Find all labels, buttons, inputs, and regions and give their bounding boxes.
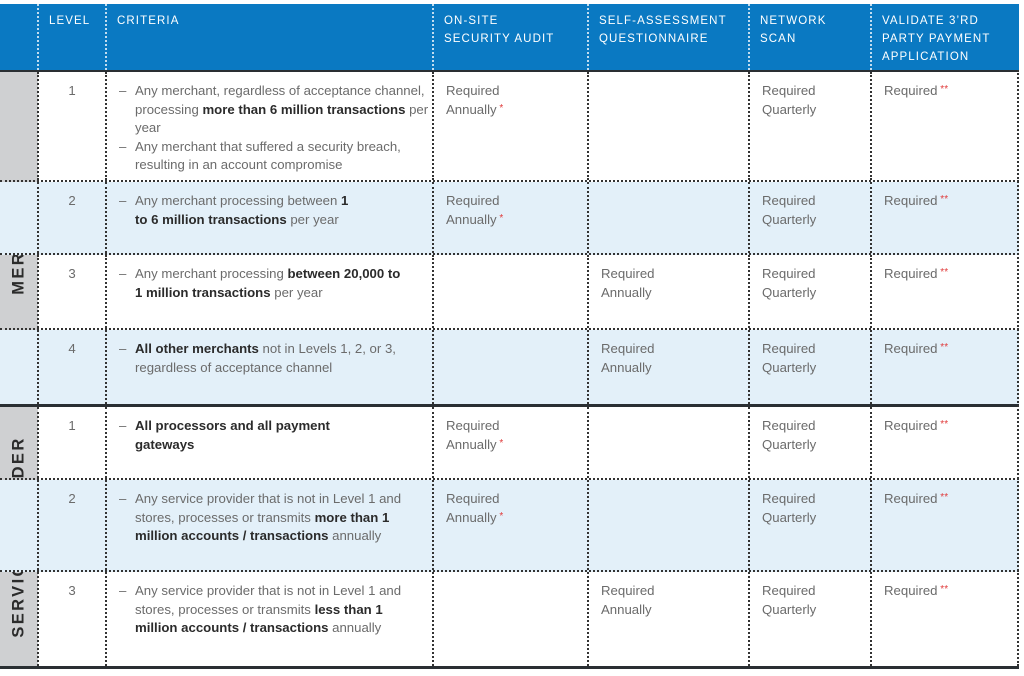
requirement-text: Annually * xyxy=(446,211,504,227)
right-border xyxy=(1017,70,1019,666)
onsite-audit-cell xyxy=(432,330,587,404)
level-cell: 1 xyxy=(37,72,105,180)
header-network-scan xyxy=(748,4,870,70)
table-row-merchant-2 xyxy=(0,182,1019,255)
asterisk-footnote-marker: ** xyxy=(937,419,949,430)
requirement-text: Required ** xyxy=(884,418,949,433)
criteria-cell xyxy=(105,72,432,180)
validate-app-cell xyxy=(870,72,1019,180)
header-scan-line1: NETWORK xyxy=(760,15,827,27)
onsite-audit-cell xyxy=(432,572,587,666)
network-scan-cell xyxy=(748,182,870,253)
criteria-cell xyxy=(105,407,432,478)
validate-app-cell xyxy=(870,572,1019,666)
header-saq xyxy=(587,4,748,70)
asterisk-footnote-marker: ** xyxy=(937,342,949,353)
requirement-text: Required xyxy=(762,266,816,281)
requirement-text: Annually * xyxy=(446,101,504,117)
onsite-audit-cell xyxy=(432,480,587,570)
network-scan-cell xyxy=(748,572,870,666)
asterisk-footnote-marker: * xyxy=(496,510,504,522)
requirement-text: Quarterly xyxy=(762,101,817,117)
table-row-service-provider-3 xyxy=(0,572,1019,669)
header-saq-line2: QUESTIONNAIRE xyxy=(599,33,709,45)
header-level-label: LEVEL xyxy=(49,15,91,27)
header-saq-line1: SELF-ASSESSMENT xyxy=(599,15,727,27)
asterisk-footnote-marker: ** xyxy=(937,194,949,205)
requirement-text: Quarterly xyxy=(762,211,817,227)
requirement-text: Required xyxy=(601,266,655,281)
header-validate-line2: PARTY PAYMENT xyxy=(882,33,991,45)
asterisk-footnote-marker: ** xyxy=(937,84,949,95)
requirement-text: Required ** xyxy=(884,83,949,98)
requirement-text: Required ** xyxy=(884,193,949,208)
asterisk-footnote-marker: ** xyxy=(937,584,949,595)
requirement-text: Required xyxy=(446,491,500,506)
requirement-text: Required ** xyxy=(884,341,949,356)
network-scan-cell xyxy=(748,330,870,404)
criteria-cell xyxy=(105,572,432,666)
requirement-text: Required xyxy=(762,341,816,356)
level-cell: 2 xyxy=(37,480,105,570)
onsite-audit-cell xyxy=(432,407,587,478)
header-validate-payment-app xyxy=(870,4,1019,70)
requirement-text: Required xyxy=(446,193,500,208)
saq-cell xyxy=(587,572,748,666)
criteria-cell xyxy=(105,182,432,253)
requirement-text: Required xyxy=(762,83,816,98)
criteria-cell xyxy=(105,330,432,404)
validate-app-cell xyxy=(870,480,1019,570)
requirement-text: Required ** xyxy=(884,491,949,506)
table-row-merchant-3 xyxy=(0,255,1019,330)
header-scan-line2: SCAN xyxy=(760,33,797,45)
onsite-audit-cell xyxy=(432,255,587,328)
header-spacer xyxy=(0,4,38,70)
requirement-text: Required ** xyxy=(884,583,949,598)
requirement-text: Required xyxy=(762,583,816,598)
validate-app-cell xyxy=(870,182,1019,253)
network-scan-cell xyxy=(748,407,870,478)
table-header xyxy=(0,4,1019,72)
level-cell: 3 xyxy=(37,255,105,328)
criteria-item: – Any merchant that suffered a security breach, resulting in an account compromise xyxy=(119,138,432,175)
validate-app-cell xyxy=(870,330,1019,404)
header-onsite-line1: ON-SITE xyxy=(444,15,499,27)
requirement-text: Required xyxy=(601,583,655,598)
header-onsite-audit xyxy=(432,4,588,70)
requirement-text: Annually xyxy=(601,601,652,617)
requirement-text: Required xyxy=(601,341,655,356)
table-row-service-provider-2 xyxy=(0,480,1019,572)
level-cell: 2 xyxy=(37,182,105,253)
header-criteria xyxy=(105,4,433,70)
criteria-cell xyxy=(105,255,432,328)
saq-cell xyxy=(587,407,748,478)
header-validate-line3: APPLICATION xyxy=(882,51,970,63)
network-scan-cell xyxy=(748,480,870,570)
level-cell: 4 xyxy=(37,330,105,404)
requirement-text: Required xyxy=(762,193,816,208)
header-onsite-line2: SECURITY AUDIT xyxy=(444,33,555,45)
onsite-audit-cell xyxy=(432,182,587,253)
requirement-text: Required xyxy=(762,491,816,506)
asterisk-footnote-marker: * xyxy=(496,212,504,224)
level-cell: 3 xyxy=(37,572,105,666)
validate-app-cell xyxy=(870,255,1019,328)
criteria-item: – Any merchant processing between 20,000 to 1 million transactions per year xyxy=(119,265,402,302)
requirement-text: Annually xyxy=(601,284,652,300)
requirement-text: Required xyxy=(446,83,500,98)
criteria-cell xyxy=(105,480,432,570)
saq-cell xyxy=(587,255,748,328)
table-row-merchant-1 xyxy=(0,72,1019,182)
network-scan-cell xyxy=(748,255,870,328)
onsite-audit-cell xyxy=(432,72,587,180)
requirement-text: Quarterly xyxy=(762,601,817,617)
asterisk-footnote-marker: ** xyxy=(937,492,949,503)
asterisk-footnote-marker: * xyxy=(496,437,504,449)
requirement-text: Annually * xyxy=(446,436,504,452)
header-level xyxy=(37,4,105,70)
requirement-text: Quarterly xyxy=(762,284,817,300)
saq-cell xyxy=(587,480,748,570)
level-cell: 1 xyxy=(37,407,105,478)
validate-app-cell xyxy=(870,407,1019,478)
criteria-item: – Any merchant processing between 1 to 6 million transactions per year xyxy=(119,192,362,229)
criteria-item: – Any merchant, regardless of acceptance channel, processing more than 6 million transactions per year xyxy=(119,82,432,138)
header-validate-line1: VALIDATE 3’RD xyxy=(882,15,979,27)
table-row-service-provider-1 xyxy=(0,407,1019,480)
requirement-text: Quarterly xyxy=(762,509,817,525)
requirement-text: Required xyxy=(762,418,816,433)
requirement-text: Quarterly xyxy=(762,359,817,375)
requirement-text: Annually * xyxy=(446,509,504,525)
asterisk-footnote-marker: ** xyxy=(937,267,949,278)
requirement-text: Required ** xyxy=(884,266,949,281)
requirement-text: Annually xyxy=(601,359,652,375)
saq-cell xyxy=(587,330,748,404)
table-row-merchant-4 xyxy=(0,330,1019,407)
header-criteria-label: CRITERIA xyxy=(117,15,180,27)
criteria-item: – All other merchants not in Levels 1, 2, or 3, regardless of acceptance channel xyxy=(119,340,412,377)
requirement-text: Quarterly xyxy=(762,436,817,452)
saq-cell xyxy=(587,72,748,180)
asterisk-footnote-marker: * xyxy=(496,102,504,114)
network-scan-cell xyxy=(748,72,870,180)
criteria-item: – All processors and all payment gateways xyxy=(119,417,372,454)
requirement-text: Required xyxy=(446,418,500,433)
criteria-item: – Any service provider that is not in Level 1 and stores, processes or transmits less than 1 million accounts / transactions annually xyxy=(119,582,428,638)
criteria-item: – Any service provider that is not in Level 1 and stores, processes or transmits more than 1 million accounts / transactions annually xyxy=(119,490,428,546)
saq-cell xyxy=(587,182,748,253)
